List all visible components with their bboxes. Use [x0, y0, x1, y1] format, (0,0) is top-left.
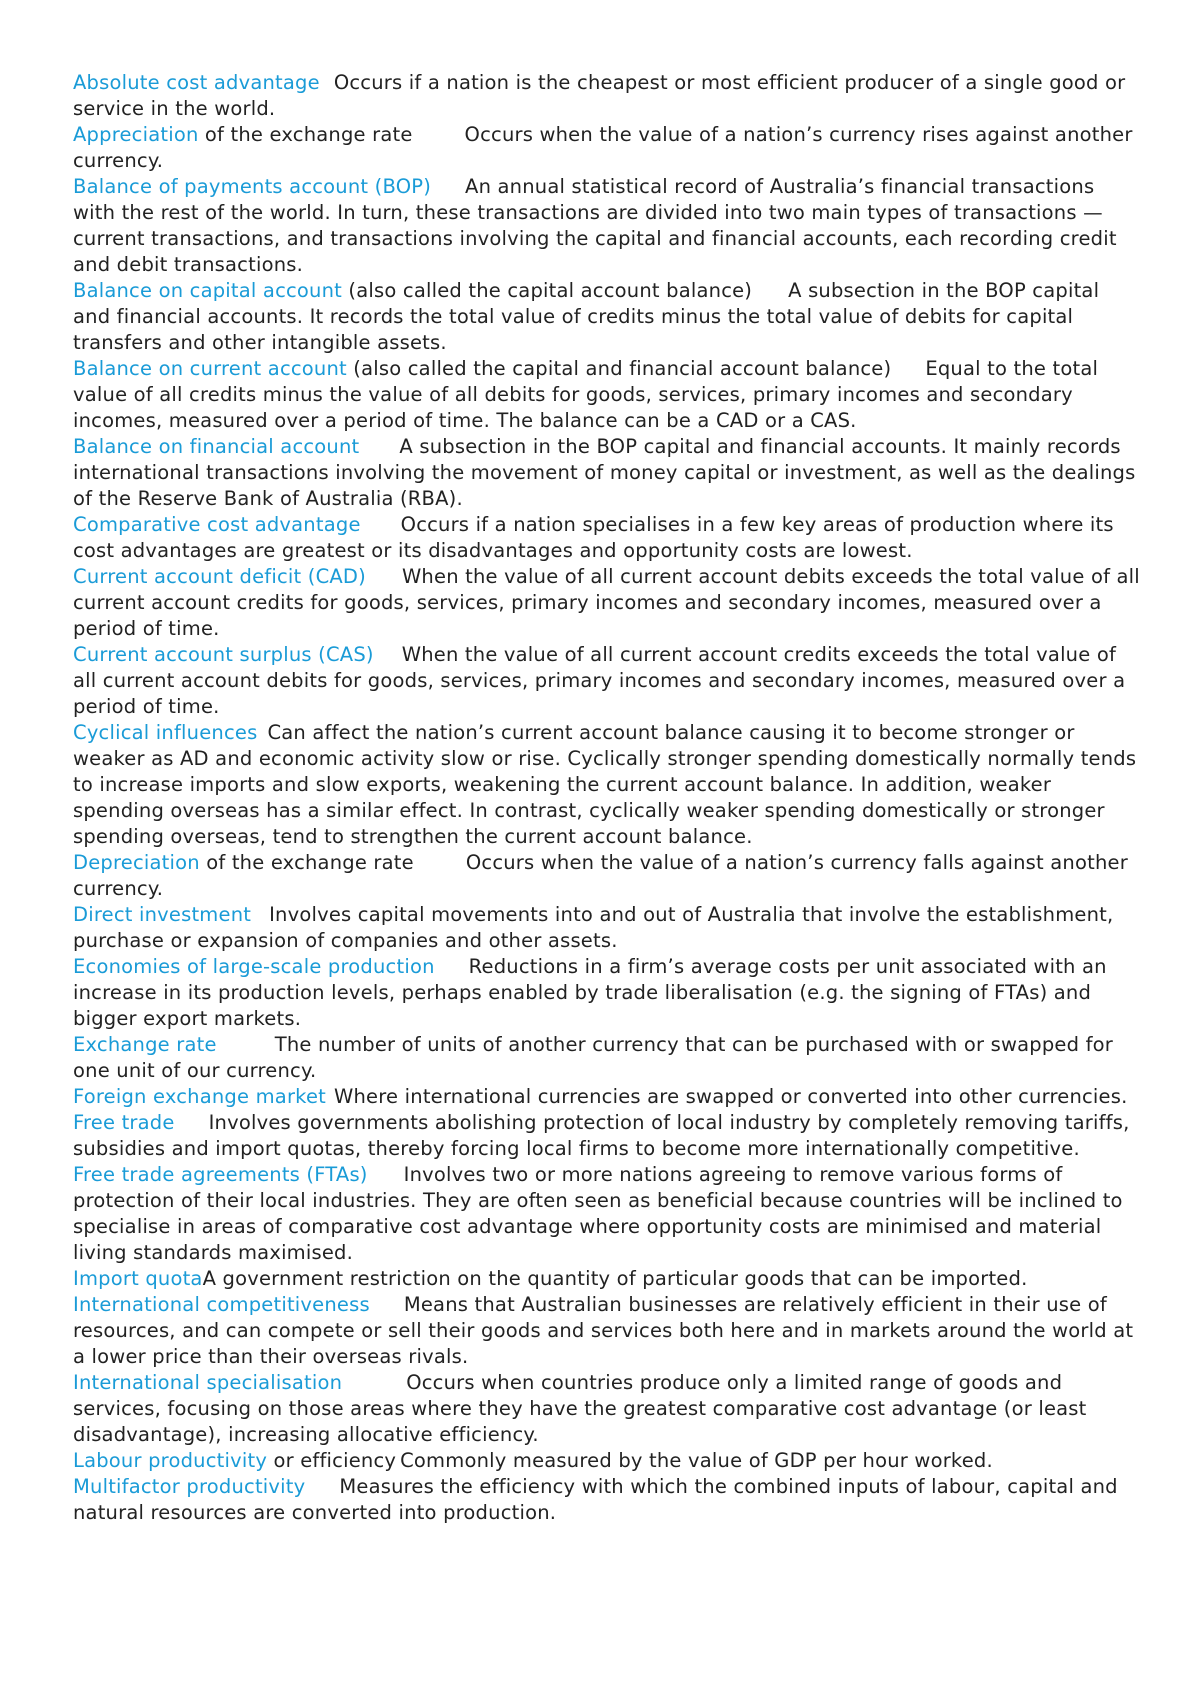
- glossary-definition: A subsection in the BOP capital and financial accounts. It mainly records international transactions involving the movement of money capital or investment, as well as the dealings of the Reserve Bank of Australia (RBA).: [73, 435, 1136, 510]
- glossary-entry: [73, 1162, 1140, 1266]
- glossary-definition: A subsection in the BOP capital and financial accounts. It records the total value of credits minus the total value of debits for capital transfers and other intangible assets.: [73, 279, 1100, 354]
- glossary-entry: [73, 434, 1140, 512]
- glossary-term-qualifier: (also called the capital account balance): [342, 279, 753, 302]
- glossary-entry: [73, 850, 1140, 902]
- glossary-term-qualifier: of the exchange rate: [199, 851, 414, 874]
- glossary-term: Absolute cost advantage: [73, 71, 320, 94]
- glossary-entry: [73, 1084, 1140, 1110]
- glossary-definition: Occurs when countries produce only a limited range of goods and services, focusing on those areas where they have the greatest comparative cost advantage (or least disadvantage), increasing allocative efficiency.: [73, 1371, 1087, 1446]
- glossary-entry: [73, 902, 1140, 954]
- glossary-term: Exchange rate: [73, 1033, 217, 1056]
- glossary-term: Direct investment: [73, 903, 252, 926]
- glossary-term: Free trade: [73, 1111, 175, 1134]
- glossary-entry: [73, 954, 1140, 1032]
- glossary-entry: [73, 1474, 1140, 1526]
- glossary-term: International specialisation: [73, 1371, 343, 1394]
- glossary-entry: [73, 1032, 1140, 1084]
- glossary-term: Depreciation: [73, 851, 200, 874]
- glossary-term: Cyclical influences: [73, 721, 258, 744]
- glossary-term-qualifier: (also called the capital and financial account balance): [346, 357, 892, 380]
- glossary-term: Balance on current account: [73, 357, 347, 380]
- glossary-definition: Can affect the nation’s current account balance causing it to become stronger or weaker as AD and economic activity slow or rise. Cyclically stronger spending domestically normally tends to increase imports and slow exports, weakening the current account balance. In addition, weaker spending overseas has a similar effect. In contrast, cyclically weaker spending domestically or stronger spending overseas, tend to strengthen the current account balance.: [73, 721, 1137, 848]
- glossary-term: Foreign exchange market: [73, 1085, 327, 1108]
- glossary-entry: [73, 1448, 1140, 1474]
- glossary-definition: Occurs if a nation is the cheapest or most efficient producer of a single good or service in the world.: [73, 71, 1126, 120]
- glossary-term-qualifier: of the exchange rate: [198, 123, 413, 146]
- glossary-definition: Equal to the total value of all credits minus the value of all debits for goods, services, primary incomes and secondary incomes, measured over a period of time. The balance can be a CAD or a CAS.: [73, 357, 1099, 432]
- glossary-entry: [73, 1266, 1140, 1292]
- glossary-term: Balance of payments account (BOP): [73, 175, 432, 198]
- glossary-definition: When the value of all current account debits exceeds the total value of all current account credits for goods, services, primary incomes and secondary incomes, measured over a period of time.: [73, 565, 1140, 640]
- glossary-term: Economies of large-scale production: [73, 955, 435, 978]
- glossary-list: [73, 70, 1140, 1526]
- glossary-definition: Occurs if a nation specialises in a few key areas of production where its cost advantages are greatest or its disadvantages and opportunity costs are lowest.: [73, 513, 1114, 562]
- glossary-definition: Reductions in a firm’s average costs per unit associated with an increase in its production levels, perhaps enabled by trade liberalisation (e.g. the signing of FTAs) and bigger export markets.: [73, 955, 1107, 1030]
- glossary-definition: Involves two or more nations agreeing to remove various forms of protection of their local industries. They are often seen as beneficial because countries will be inclined to specialise in areas of comparative cost advantage where opportunity costs are minimised and material living standards maximised.: [73, 1163, 1123, 1264]
- glossary-term: International competitiveness: [73, 1293, 370, 1316]
- glossary-definition: Involves governments abolishing protection of local industry by completely removing tariffs, subsidies and import quotas, thereby forcing local firms to become more internationally competitive.: [73, 1111, 1130, 1160]
- glossary-definition: A government restriction on the quantity of particular goods that can be imported.: [202, 1267, 1028, 1290]
- glossary-term: Appreciation: [73, 123, 199, 146]
- glossary-definition: Commonly measured by the value of GDP per hour worked.: [400, 1449, 993, 1472]
- glossary-term: Multifactor productivity: [73, 1475, 306, 1498]
- glossary-entry: [73, 1110, 1140, 1162]
- glossary-term: Labour productivity: [73, 1449, 268, 1472]
- glossary-definition: Means that Australian businesses are relatively efficient in their use of resources, and can compete or sell their goods and services both here and in markets around the world at a lower price than their overseas rivals.: [73, 1293, 1134, 1368]
- glossary-definition: Occurs when the value of a nation’s currency rises against another currency.: [73, 123, 1133, 172]
- glossary-term: Current account surplus (CAS): [73, 643, 374, 666]
- glossary-entry: [73, 642, 1140, 720]
- glossary-term: Free trade agreements (FTAs): [73, 1163, 368, 1186]
- glossary-term: Comparative cost advantage: [73, 513, 361, 536]
- glossary-entry: [73, 1370, 1140, 1448]
- glossary-definition: An annual statistical record of Australia’s financial transactions with the rest of the world. In turn, these transactions are divided into two main types of transactions — current transactions, and transactions involving the capital and financial accounts, each recording credit and debit transactions.: [73, 175, 1117, 276]
- glossary-term-qualifier: or efficiency: [267, 1449, 397, 1472]
- glossary-definition: Occurs when the value of a nation’s currency falls against another currency.: [73, 851, 1128, 900]
- glossary-term: Import quota: [73, 1267, 203, 1290]
- glossary-entry: [73, 122, 1140, 174]
- glossary-entry: [73, 512, 1140, 564]
- glossary-entry: [73, 70, 1140, 122]
- glossary-entry: [73, 564, 1140, 642]
- glossary-term: Current account deficit (CAD): [73, 565, 366, 588]
- glossary-entry: [73, 174, 1140, 278]
- glossary-term: Balance on capital account: [73, 279, 343, 302]
- glossary-definition: The number of units of another currency that can be purchased with or swapped for one unit of our currency.: [73, 1033, 1114, 1082]
- glossary-definition: When the value of all current account credits exceeds the total value of all current account debits for goods, services, primary incomes and secondary incomes, measured over a period of time.: [73, 643, 1126, 718]
- glossary-entry: [73, 720, 1140, 850]
- glossary-entry: [73, 1292, 1140, 1370]
- glossary-definition: Measures the efficiency with which the combined inputs of labour, capital and natural resources are converted into production.: [73, 1475, 1118, 1524]
- glossary-entry: [73, 278, 1140, 356]
- glossary-definition: Where international currencies are swapped or converted into other currencies.: [334, 1085, 1128, 1108]
- glossary-term: Balance on financial account: [73, 435, 360, 458]
- glossary-entry: [73, 356, 1140, 434]
- glossary-definition: Involves capital movements into and out of Australia that involve the establishment, purchase or expansion of companies and other assets.: [73, 903, 1114, 952]
